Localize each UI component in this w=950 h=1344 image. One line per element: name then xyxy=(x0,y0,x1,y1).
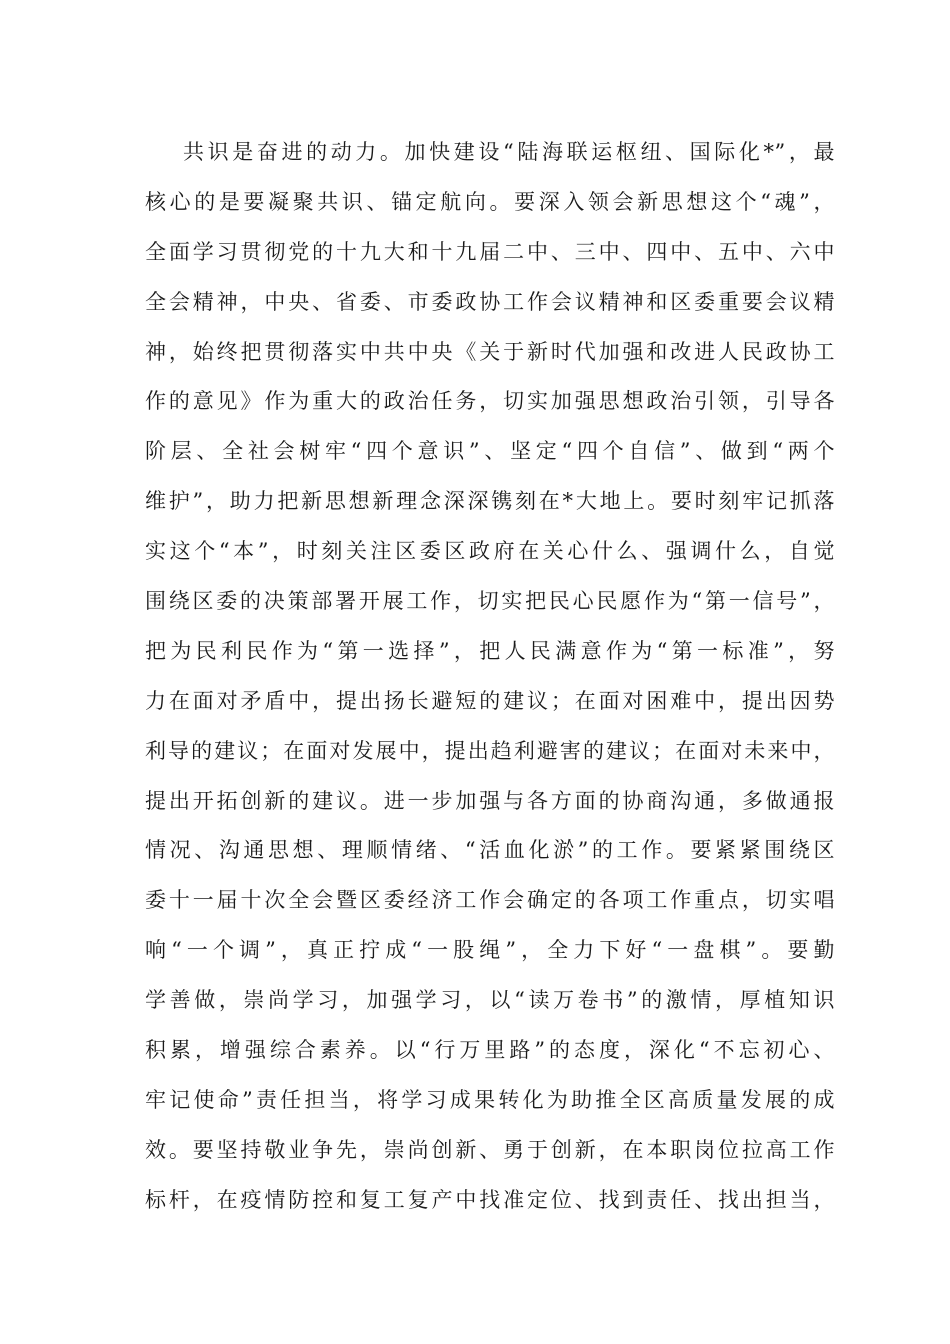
paragraph-line: 维护”，助力把新思想新理念深深镌刻在*大地上。要时刻牢记抓落 xyxy=(145,489,835,514)
paragraph-line: 利导的建议；在面对发展中，提出趋利避害的建议；在面对未来中， xyxy=(145,738,835,763)
paragraph-line: 委十一届十次全会暨区委经济工作会确定的各项工作重点，切实唱 xyxy=(145,888,835,913)
paragraph-line: 响“一个调”，真正拧成“一股绳”，全力下好“一盘棋”。要勤 xyxy=(145,938,835,963)
paragraph-line: 作的意见》作为重大的政治任务，切实加强思想政治引领，引导各 xyxy=(145,389,835,414)
paragraph-line: 神，始终把贯彻落实中共中央《关于新时代加强和改进人民政协工 xyxy=(145,339,835,364)
paragraph-line: 提出开拓创新的建议。进一步加强与各方面的协商沟通，多做通报 xyxy=(145,788,835,813)
paragraph-line: 共识是奋进的动力。加快建设“陆海联运枢纽、国际化*”，最 xyxy=(183,140,835,164)
paragraph-line: 情况、沟通思想、理顺情绪、“活血化淤”的工作。要紧紧围绕区 xyxy=(145,838,835,863)
paragraph-line: 全面学习贯彻党的十九大和十九届二中、三中、四中、五中、六中 xyxy=(145,239,835,264)
paragraph-line: 效。要坚持敬业争先，崇尚创新、勇于创新，在本职岗位拉高工作 xyxy=(145,1137,835,1162)
paragraph-line: 把为民利民作为“第一选择”，把人民满意作为“第一标准”，努 xyxy=(145,638,835,663)
paragraph-line: 学善做，崇尚学习，加强学习，以“读万卷书”的激情，厚植知识 xyxy=(145,988,835,1013)
paragraph-line: 力在面对矛盾中，提出扬长避短的建议；在面对困难中，提出因势 xyxy=(145,688,835,713)
paragraph-line: 标杆，在疫情防控和复工复产中找准定位、找到责任、找出担当， xyxy=(145,1187,835,1212)
paragraph-line: 实这个“本”，时刻关注区委区政府在关心什么、强调什么，自觉 xyxy=(145,539,835,564)
paragraph-line: 全会精神，中央、省委、市委政协工作会议精神和区委重要会议精 xyxy=(145,289,835,314)
paragraph-line: 牢记使命”责任担当，将学习成果转化为助推全区高质量发展的成 xyxy=(145,1087,835,1112)
body-paragraph xyxy=(145,128,835,1226)
paragraph-line: 积累，增强综合素养。以“行万里路”的态度，深化“不忘初心、 xyxy=(145,1038,835,1063)
paragraph-line: 核心的是要凝聚共识、锚定航向。要深入领会新思想这个“魂”， xyxy=(145,189,835,214)
paragraph-line: 阶层、全社会树牢“四个意识”、坚定“四个自信”、做到“两个 xyxy=(145,439,835,464)
paragraph-line: 围绕区委的决策部署开展工作，切实把民心民愿作为“第一信号”， xyxy=(145,589,835,614)
